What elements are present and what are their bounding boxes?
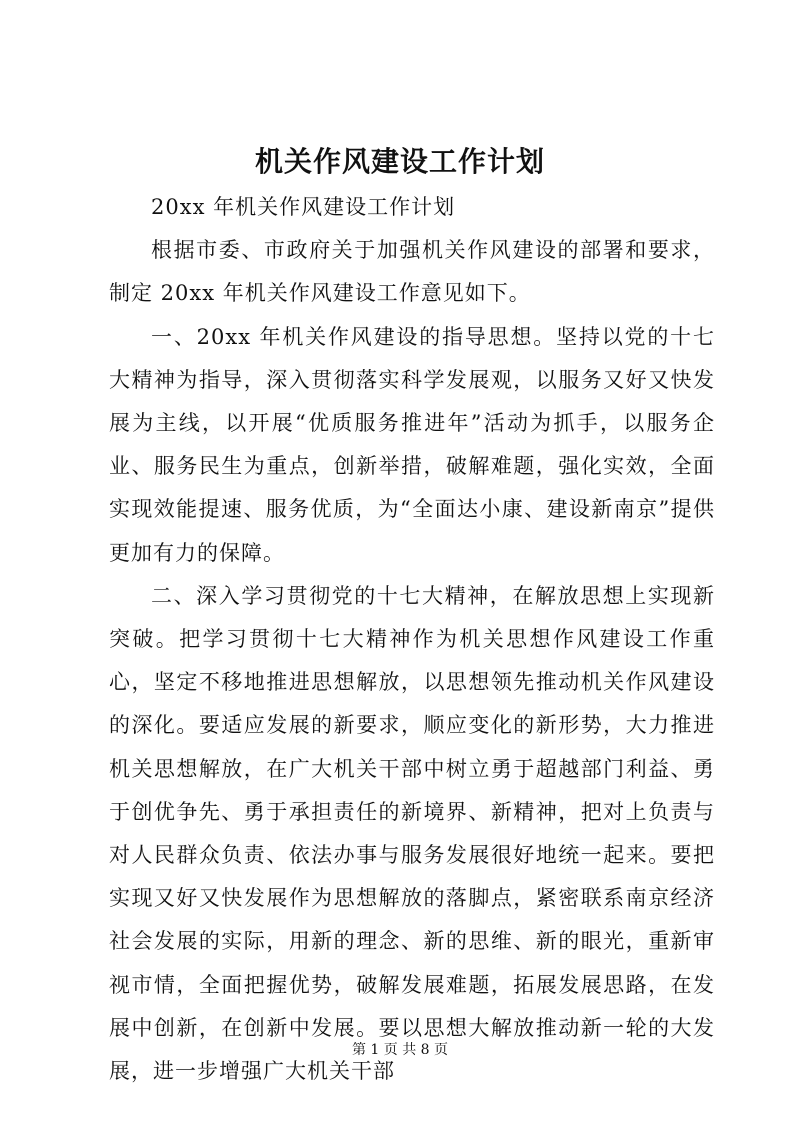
paragraph-intro: 根据市委、市政府关于加强机关作风建设的部署和要求，制定 20xx 年机关作风建设工作意见如下。 [109,238,715,306]
document-body [109,186,715,1093]
document-subtitle: 20xx 年机关作风建设工作计划 [151,195,456,219]
document-title: 机关作风建设工作计划 [254,145,545,178]
paragraph-guiding-ideology: 一、20xx 年机关作风建设的指导思想。坚持以党的十七大精神为指导，深入贯彻落实科学发展观，以服务又好又快发展为主线，以开展“优质服务推进年”活动为抓手，以服务企业、服务民生为重点，创新举措，破解难题，强化实效，全面实现效能提速、服务优质，为“全面达小康、建设新南京”提供更加有力的保障。 [109,324,715,565]
paragraph-study-spirit: 二、深入学习贯彻党的十七大精神，在解放思想上实现新突破。把学习贯彻十七大精神作为机关思想作风建设工作重心，坚定不移地推进思想解放，以思想领先推动机关作风建设的深化。要适应发展的新要求，顺应变化的新形势，大力推进机关思想解放，在广大机关干部中树立勇于超越部门利益、勇于创优争先、勇于承担责任的新境界、新精神，把对上负责与对人民群众负责、依法办事与服务发展很好地统一起来。要把实现又好又快发展作为思想解放的落脚点，紧密联系南京经济社会发展的实际，用新的理念、新的思维、新的眼光，重新审视市情，全面把握优势，破解发展难题，拓展发展思路，在发展中创新，在创新中发展。要以思想大解放推动新一轮的大发展，进一步增强广大机关干部 [109,583,715,1084]
page-number: 第 1 页 共 8 页 [351,1042,449,1058]
